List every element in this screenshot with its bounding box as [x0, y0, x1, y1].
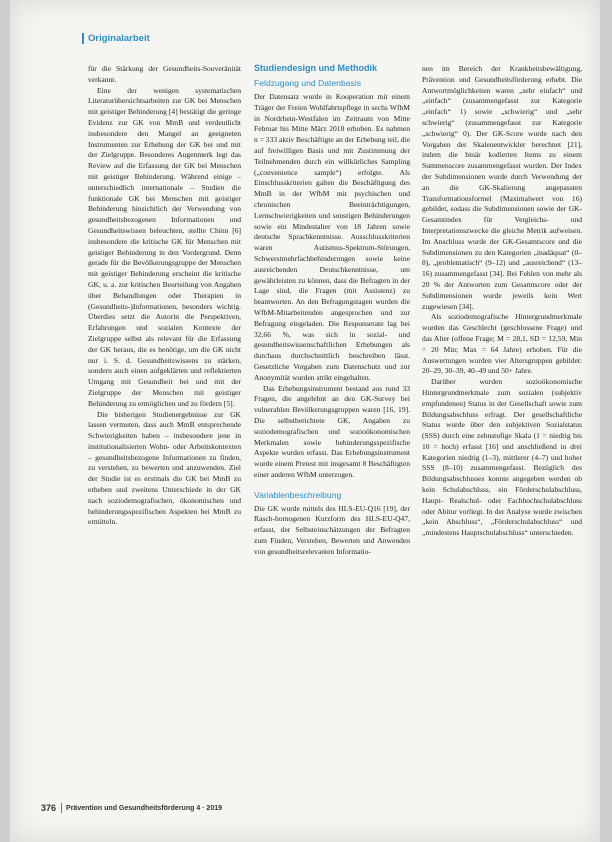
page-number: 376 [41, 803, 57, 813]
paragraph: Als soziodemografische Hintergrundmerkmale wurden das Geschlecht (geschlossene Frage) und das Alter (offene Frage; M = 28,1, SD = 12,59, Min = 20 Min; Max = 64 Jahre) erhoben. Für die Auswertungen wurden vier Altersgruppen gebildet: 20–29, 30–39, 40–49 und 50+ Jahre. [422, 312, 582, 376]
paragraph: nen im Bereich der Krankheitsbewältigung, Prävention und Gesundheitsförderung erhebt. Die Antwortmöglichkeiten waren „sehr einfach“ und „einfach“ (zusammengefasst zur Kategorie „einfach“ 1) sowie „schwierig“ und „sehr schwierig“ (zusammengefasst zur Kategorie „schwierig“ 0). Der GK-Score wurde nach den Vorgaben der Skalenentwickler berechnet [21], indem die binär kodierten Items zu einem Summenscore zusammengefasst wurden. Der Index der Subdimensionen wurde durch Verwendung der an die GK-Skalierung angepassten Transformationsformel (Maximalwert von 16) gebildet, sodass die Subdimensionen sowie der GK-Gesamtindex für Vergleichs- und Interpretationszwecke die gleiche Metrik aufweisen. Im Anschluss wurde der GK-Gesamtscore und die Subdimensionen zu den Kategorien „inadäquat“ (0–8), „problematisch“ (9–12) und „ausreichend“ (13–16) zusammengefasst [34]. Bei Fehlen von mehr als 20 % der Antworten zum Gesamtscore oder der Subdimensionen wurde jeweils kein Wert zugewiesen [34]. [422, 64, 582, 311]
paragraph: Das Erhebungsinstrument bestand aus rund 33 Fragen, die angelehnt an den GK-Survey bei vulnerablen Bevölkerungsgruppen waren [16, 19]. Die selbstberichtete GK, Angaben zu soziodemografischen und sozioökonomischen Merkmalen sowie behinderungsspezifische Aspekte wurden erfasst. Das Erhebungsinstrument wurde einem Pretest mit insgesamt 8 Beschäftigten einer anderen WfbM unterzogen. [254, 383, 410, 479]
paragraph: Die GK wurde mittels des HLS-EU-Q16 [19], der Rasch-homogenen Kurzform des HLS-EU-Q47, erfasst, der Selbsteinschätzungen der Befragten zum Finden, Verstehen, Bewerten und Anwenden von gesundheitsrelevanten Informatio- [254, 503, 410, 556]
section-rubric: Originalarbeit [82, 33, 150, 44]
column-right [422, 64, 582, 539]
paragraph: Der Datensatz wurde in Kooperation mit einem Träger der Freien Wohlfahrtspflege in sechs WfbM in Nordrhein-Westfalen im Zeitraum von Mitte Februar bis Mitte März 2018 erhoben. Es nahmen n = 333 aktiv Beschäftigte an der Erhebung teil, die auf freiwilligen Basis und mit Zustimmung der Teilnehmenden durch ein willkürliches Sampling („convenience sample“) erfolgte. Als Einschlusskriterien galten die Beschäftigung des MmB in der WfbM mit psychischen und chronischen Beeinträchtigungen, Lernschwierigkeiten und sonstigen Behinderungen sowie ein Mindestalter von 18 Jahren sowie deutsche Sprachkenntnisse. Ausschlusskriterien waren Autismus-Spektrum-Störungen, Schwerstmehrfachbehinderungen sowie keine ausreichenden Deutschkenntnisse, um gewährleisten zu können, dass die Befragten in der Lage sind, die Fragen (mit Assistenz) zu beantworten. An den Befragungstagen wurden die WfbM-Mitarbeitenden angesprochen und zur Befragung eingeladen. Die Responserate lag bei 32,66 %, was sich in sozial- und gesundheitswissenschaftlichen Erhebungen als durchaus durchschnittlich beschreiben lässt. Gesetzliche Vorgaben zum Datenschutz und zur Anonymität wurden strikt eingehalten. [254, 92, 410, 382]
subsection-heading: Feldzugang und Datenbasis [254, 78, 362, 88]
footer-divider [61, 803, 62, 813]
paragraph: Die bisherigen Studienergebnisse zur GK lassen vermuten, dass auch MmB entsprechende Schwierigkeiten haben – insbesondere jene in institutionalisierten Wohn- oder Arbeitskontexten – gesundheitsbezogene Informationen zu finden, zu verstehen, zu bewerten und anzuwenden. Ziel der Studie ist es erstmals die GK bei MmB zu erheben und zweitens Unterschiede in der GK nach soziodemografischen, ökonomischen und behinderungsspezifischen Aspekten bei MmB zu ermitteln. [88, 409, 241, 527]
column-left [88, 64, 241, 528]
section-heading: Studiendesign und Methodik [254, 63, 377, 73]
paragraph: für die Stärkung der Gesundheits-Souveränität verkannt. [88, 64, 241, 84]
page-footer [41, 803, 222, 813]
paragraph: Eine der wenigen systematischen Literaturübersichtsarbeiten zur GK bei Menschen mit geistiger Behinderung [4] bestätigt die geringe Evidenz zur GK von MmB und verdeutlicht insbesondere den Mangel an geeigneten Instrumenten zur Erhebung der GK bei und mit der Zielgruppe. Besonderes Augenmerk legt das Review auf die Erfassung der GK bei Menschen mit geistiger Behinderung. Während einige – unterschiedlich internationale – Studien die funktionale GK bei Menschen mit geistiger Behinderung hinsichtlich der Verwendung von gesundheitsbezogenen Informationen und Gesundheitswissen beleuchten, stellte Chinn [6] insbesondere die kritische GK für Menschen mit geistiger Behinderung in den Vordergrund. Denn gerade für die Bevölkerungsgruppe der Menschen mit geistiger Behinderung erscheint die kritische GK, u. a. zur kritischen Beurteilung von Angaben über Behandlungen oder Therapien in (Gesundheits-)Informationen, besonders wichtig. Überdies setzt die Autorin die Perspektiven, Erfahrungen und sozialen Kontexte der Zielgruppe selbst als relevant für die Erfassung der GK heraus, die es benötige, um die GK nicht nur i. S. d. Gesundheitswissens zu stärken, sondern auch einen aufgeklärten und reflektierten Umgang mit Gesundheit bei und mit der Zielgruppe der Menschen mit geistiger Behinderung zu ermöglichen und zu fördern [5]. [88, 85, 241, 408]
subsection-heading: Variablenbeschreibung [254, 489, 342, 500]
journal-title: Prävention und Gesundheitsförderung 4 · 2019 [66, 804, 223, 812]
column-middle [254, 62, 410, 558]
journal-page [10, 0, 600, 842]
paragraph: Darüber wurden sozioökonomische Hintergrundmerkmale zum sozialen (subjektiv empfundenen) Status in der Gesellschaft sowie zum Bildungsabschluss erfragt. Der gesellschaftliche Status wurde über den subjektiven Sozialstatus (SSS) durch eine zehnstufige Skala (1 = niedrig bis 10 = hoch) erfasst [16] und anschließend in drei Kategorien niedrig (1–3), mittlerer (4–7) und hoher SSS (8–10) zusammengefasst. Bezüglich des Bildungsabschlusses konnte angegeben werden ob kein Schulabschluss, ein Förderschulabschluss, Haupt- Realschul- oder Fachhochschulabschluss oder Abitur vorliegt. In der Analyse wurde zwischen „kein Abschluss“, „Förderschulabschluss“ und „mindestens Hauptschulabschluss“ unterschieden. [422, 377, 582, 538]
